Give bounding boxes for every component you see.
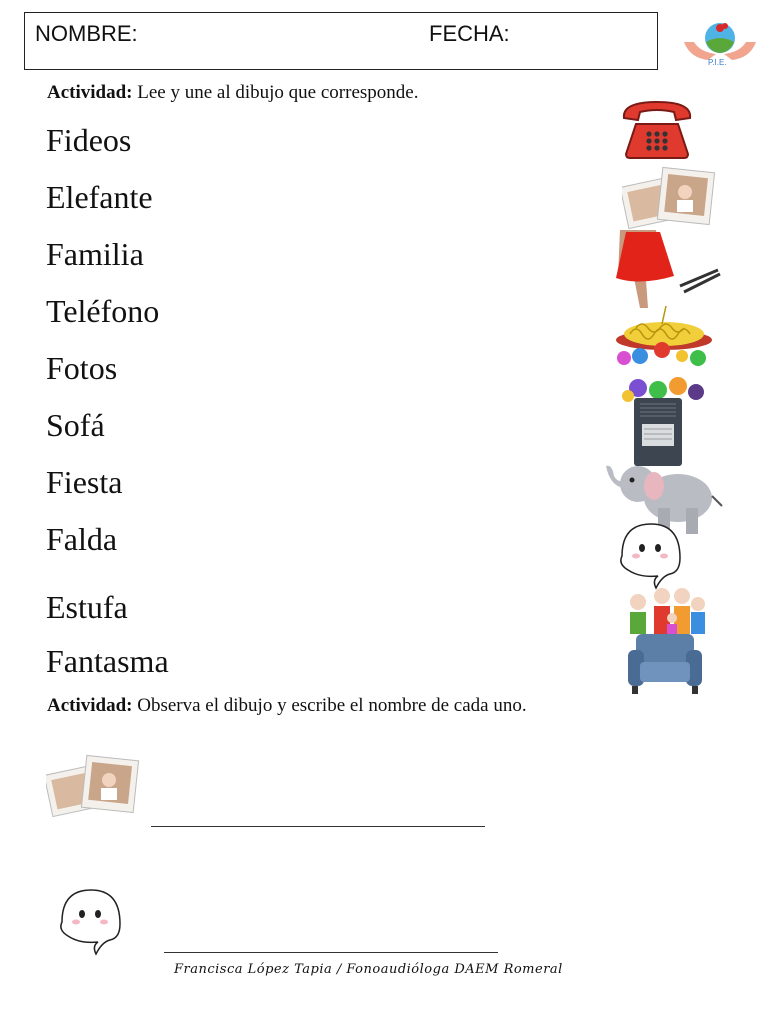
name-label: NOMBRE:	[35, 21, 138, 46]
word-fantasma: Fantasma	[46, 643, 169, 679]
date-label: FECHA:	[429, 21, 510, 46]
activity-2-text: Observa el dibujo y escribe el nombre de cada uno.	[132, 695, 527, 716]
footer-credit: Francisca López Tapia / Fonoaudióloga DAEM Romeral	[174, 962, 563, 977]
word-estufa: Estufa	[46, 589, 128, 625]
activity-2-instruction	[47, 693, 607, 719]
word-fiesta: Fiesta	[46, 464, 123, 500]
logo-text: P.I.E.	[708, 58, 727, 67]
skirt-icon	[614, 230, 722, 308]
telephone-icon	[618, 96, 696, 160]
answer-line-2[interactable]	[164, 952, 498, 953]
activity-1-text: Lee y une al dibujo que corresponde.	[132, 82, 419, 103]
word-fotos: Fotos	[46, 350, 118, 386]
word-familia: Familia	[46, 236, 144, 272]
word-fideos: Fideos	[46, 122, 132, 158]
activity-1-instruction	[47, 80, 418, 106]
sofa-icon	[626, 630, 704, 696]
word-sofa: Sofá	[46, 407, 105, 443]
pie-logo	[680, 14, 760, 72]
word-falda: Falda	[46, 521, 118, 557]
photos-icon	[46, 754, 140, 822]
activity-2-bold: Actividad:	[47, 695, 133, 716]
header-box	[24, 12, 658, 70]
word-telefono: Teléfono	[46, 293, 160, 329]
ghost-icon	[56, 886, 126, 962]
answer-line-1[interactable]	[151, 826, 485, 827]
word-elefante: Elefante	[46, 179, 153, 215]
photos-icon	[622, 166, 716, 234]
activity-1-bold: Actividad:	[47, 82, 133, 103]
